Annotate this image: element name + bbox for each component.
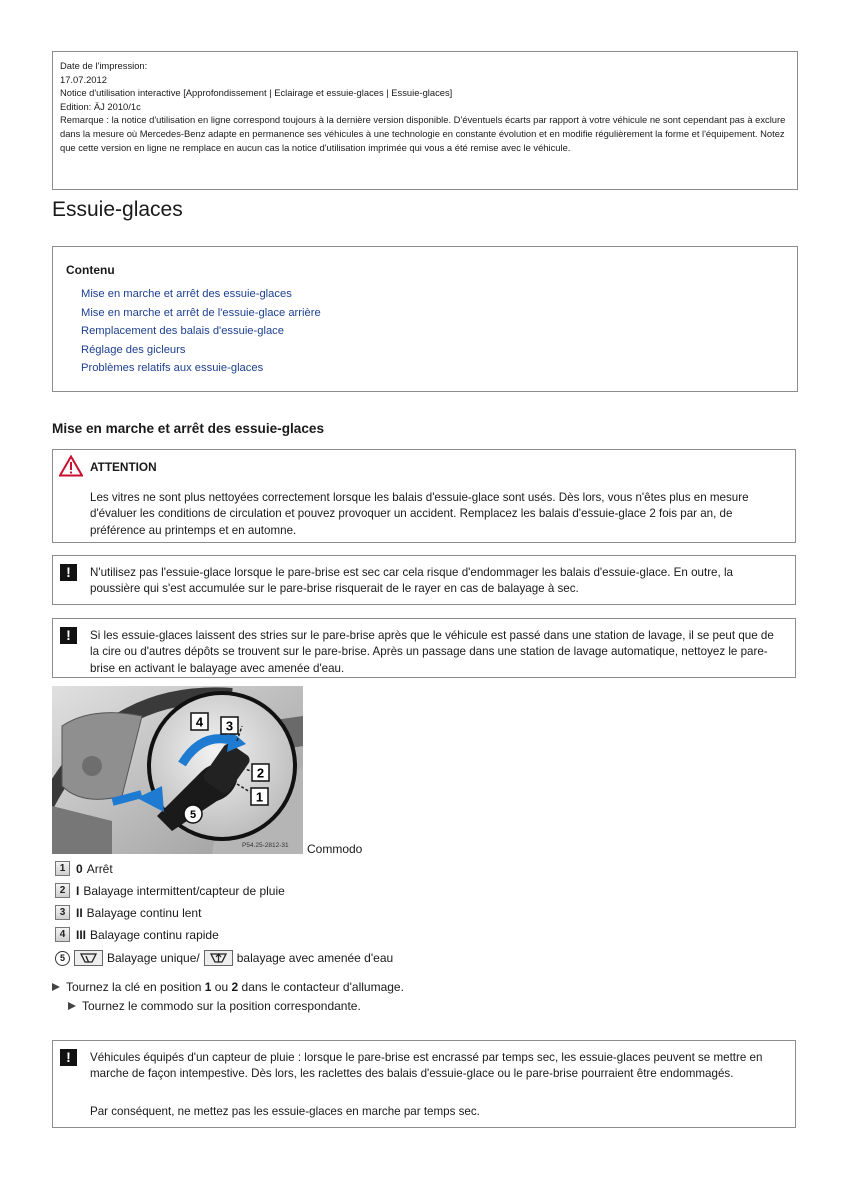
combination-switch-image	[52, 686, 303, 854]
step-text: Tournez le commodo sur la position correspondante.	[82, 999, 361, 1013]
edition: Edition: ÄJ 2010/1c	[60, 100, 141, 112]
note-box-car-wash	[52, 618, 796, 678]
legend-number: 1	[55, 861, 70, 876]
toc-link-rear-wiper[interactable]: Mise en marche et arrêt de l'essuie-glace arrière	[81, 306, 321, 319]
print-date: 17.07.2012	[60, 73, 107, 85]
legend-item-2	[55, 883, 285, 898]
callout-5: 5	[189, 809, 197, 821]
exclamation-icon: !	[60, 1049, 77, 1066]
warning-box	[52, 449, 796, 543]
toc-link-nozzle-adjustment[interactable]: Réglage des gicleurs	[81, 343, 186, 356]
steering-column-illustration	[52, 686, 303, 854]
wash-wipe-icon	[204, 950, 233, 966]
legend-position: II	[76, 905, 83, 920]
note-text: Véhicules équipés d'un capteur de pluie : lorsque le pare-brise est encrassé par temps sec, les essuie-glaces peuvent se mettre en marche de façon intempestive. Dès lors, les raclettes des balais d'essuie-glace ou le pare-brise pourraient être endommagés.	[90, 1051, 763, 1081]
page-title: Essuie-glaces	[52, 198, 183, 221]
callout-3: 3	[225, 718, 234, 734]
legend-item-1	[55, 861, 113, 876]
legend-text: Balayage continu lent	[86, 905, 202, 920]
legend-item-4	[55, 927, 219, 942]
note-box-dry-windscreen	[52, 555, 796, 605]
section-title: Mise en marche et arrêt des essuie-glaces	[52, 421, 325, 436]
warning-label: ATTENTION	[90, 460, 157, 474]
instruction-step-1	[52, 980, 404, 994]
callout-2: 2	[256, 765, 265, 781]
step-arrow-icon	[68, 1002, 76, 1010]
legend-text: Arrêt	[86, 861, 113, 876]
legend-text: Balayage intermittent/capteur de pluie	[83, 883, 285, 898]
step-text: Tournez la clé en position	[66, 980, 202, 994]
step-text: ou	[214, 980, 229, 994]
note-text: N'utilisez pas l'essuie-glace lorsque le pare-brise est sec car cela risque d'endommager les balais d'essuie-glace. En outre, la poussière qui s'est accumulée sur le pare-brise risquerait de le rayer en cas de balayage à sec.	[90, 566, 733, 596]
remark: Remarque : la notice d'utilisation en ligne correspond toujours à la dernière version disponible. D'éventuels écarts par rapport à votre véhicule ne sont cependant pas à exclure dans la mesure où Mercedes-Benz adapte en permanence ses véhicules à une technologie en constante évolution et en modifie régulièrement la forme et l'équipement. Notez que cette version en ligne ne remplace en aucun cas la notice d'utilisation imprimée qui vous a été remise avec le véhicule.	[60, 114, 786, 153]
exclamation-icon: !	[60, 564, 77, 581]
figure-code: P54.25-2812-31	[242, 842, 289, 849]
legend-text-wash-wipe: balayage avec amenée d'eau	[236, 951, 394, 965]
legend-number: 2	[55, 883, 70, 898]
breadcrumb: Notice d'utilisation interactive [Approfondissement | Eclairage et essuie-glaces | Essuie-glaces]	[60, 87, 453, 99]
note-box-rain-sensor	[52, 1040, 796, 1128]
contents-box	[52, 246, 798, 392]
warning-text: Les vitres ne sont plus nettoyées correctement lorsque les balais d'essuie-glace sont usés. Dès lors, vous n'êtes plus en mesure d'évaluer les conditions de circulation et pouvez provoquer un accident. Remplacez les balais d'essuie-glace 2 fois par an, de préférence au printemps et en automne.	[90, 491, 749, 537]
warning-triangle-icon	[59, 455, 83, 477]
figure-caption: Commodo	[307, 842, 363, 856]
callout-1: 1	[255, 789, 264, 805]
toc-link-blade-replacement[interactable]: Remplacement des balais d'essuie-glace	[81, 325, 284, 338]
legend-position: 0	[76, 861, 83, 876]
single-wipe-icon	[74, 950, 103, 966]
legend-number-circle: 5	[55, 951, 70, 966]
note-text: Si les essuie-glaces laissent des stries sur le pare-brise après que le véhicule est passé dans une station de lavage, il se peut que de la cire ou d'autres dépôts se trouvent sur le pare-brise. Après un passage dans une station de lavage automatique, nettoyez le pare-brise en activant le balayage avec amenée d'eau.	[90, 629, 774, 675]
legend-item-5	[55, 950, 393, 966]
instruction-step-2	[68, 999, 361, 1013]
step-position-2: 2	[231, 980, 239, 994]
step-text: dans le contacteur d'allumage.	[241, 980, 404, 994]
toc-link-wiper-problems[interactable]: Problèmes relatifs aux essuie-glaces	[81, 362, 264, 375]
exclamation-icon: !	[60, 627, 77, 644]
legend-text-single-wipe: Balayage unique/	[107, 951, 200, 965]
legend-position: III	[76, 927, 87, 942]
legend-number: 3	[55, 905, 70, 920]
toc-link-wipers-on-off[interactable]: Mise en marche et arrêt des essuie-glaces	[81, 288, 292, 300]
print-date-label: Date de l'impression:	[60, 60, 148, 71]
print-info-box	[52, 51, 798, 190]
legend-position: I	[76, 883, 80, 898]
legend-text: Balayage continu rapide	[90, 927, 219, 942]
legend-item-3	[55, 905, 201, 920]
step-position-1: 1	[204, 980, 212, 994]
step-arrow-icon	[52, 983, 60, 991]
contents-heading: Contenu	[66, 263, 115, 277]
note-text-conclusion: Par conséquent, ne mettez pas les essuie-glaces en marche par temps sec.	[90, 1105, 480, 1118]
legend-number: 4	[55, 927, 70, 942]
callout-4: 4	[195, 714, 204, 730]
